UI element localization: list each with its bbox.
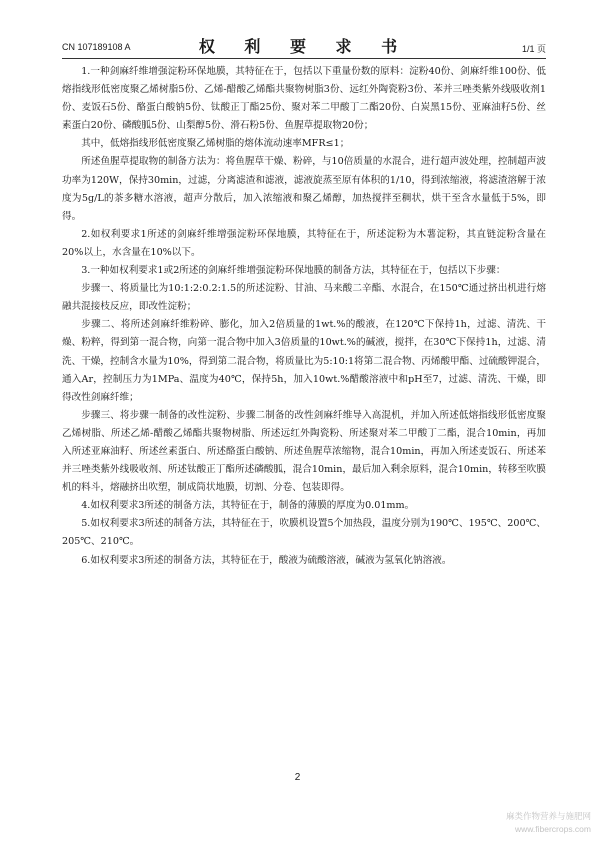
claims-body	[62, 63, 546, 570]
claim-2-paragraph: 2.如权利要求1所述的剑麻纤维增强淀粉环保地膜，其特征在于，所述淀粉为木薯淀粉，其直链淀粉含量在20%以上，水含量在10%以下。	[62, 228, 546, 258]
watermark	[506, 810, 591, 836]
header-divider	[62, 58, 546, 59]
claim-3-step-1: 步骤一、将质量比为10:1:2:0.2:1.5的所述淀粉、甘油、马来酸二辛酯、水混合，在150℃通过挤出机进行熔融共混接枝反应，即改性淀粉；	[62, 283, 546, 313]
claim-6-paragraph: 6.如权利要求3所述的制备方法，其特征在于，酸液为硫酸溶液，碱液为氢氧化钠溶液。	[81, 554, 452, 566]
claim-1-mfr-paragraph: 其中，低熔指线形低密度聚乙烯树脂的熔体流动速率MFR≤1；	[81, 138, 350, 150]
page-count: 1/1 页	[521, 44, 546, 54]
watermark-url: www.fibercrops.com	[514, 824, 591, 834]
claim-1-extract-paragraph: 所述鱼腥草提取物的制备方法为：将鱼腥草干燥、粉碎，与10倍质量的水混合，进行超声波处理，控制超声波功率为120W，保持30min，过滤，分离滤渣和滤液，滤液旋蒸至原有体积的1/10，得到浓缩液，将滤渣溶解于浓度为5g/L的茶多糖水溶液，超声分散后，加入浓缩液和聚乙烯醇，加热搅拌至稠状，烘干至含水量低于5%，即得。	[62, 156, 546, 222]
page-number: 2	[294, 772, 301, 783]
watermark-site-name: 麻类作物营养与施肥网	[505, 811, 591, 821]
claim-3-step-3: 步骤三、将步骤一制备的改性淀粉、步骤二制备的改性剑麻纤维导入高混机，并加入所述低熔指线形低密度聚乙烯树脂、所述乙烯-醋酸乙烯酯共聚物树脂、所述远红外陶瓷粉、所述聚对苯二甲酸丁二酯，混合10min，再加入所述亚麻油籽、所述丝素蛋白、所述酪蛋白酸钠、所述鱼腥草浓缩物，混合10min，再加入所述麦饭石、所述苯并三唑类紫外线吸收剂、所述钛酸正丁酯所述磷酸胍，混合10min，最后加入剩余原料，混合10min，转移至吹膜机的料斗，熔融挤出吹塑，制成筒状地膜，切割、分卷、包装即得。	[62, 409, 546, 494]
publication-number: CN 107189108 A	[62, 42, 131, 52]
claim-5-paragraph: 5.如权利要求3所述的制备方法，其特征在于，吹膜机设置5个加热段，温度分别为190℃、195℃、200℃、205℃、210℃。	[62, 518, 546, 548]
claim-1-paragraph: 1.一种剑麻纤维增强淀粉环保地膜，其特征在于，包括以下重量份数的原料：淀粉40份、剑麻纤维100份、低熔指线形低密度聚乙烯树脂5份、乙烯-醋酸乙烯酯共聚物树脂3份、远红外陶瓷粉3份、苯并三唑类紫外线吸收剂1份、麦饭石5份、酪蛋白酸钠5份、钛酸正丁酯25份、聚对苯二甲酸丁二酯20份、白炭黑15份、亚麻油籽5份、丝素蛋白20份、磷酸胍5份、山梨醇5份、滑石粉5份、鱼腥草提取物20份；	[62, 66, 546, 132]
claim-3-paragraph: 3.一种如权利要求1或2所述的剑麻纤维增强淀粉环保地膜的制备方法，其特征在于，包括以下步骤：	[81, 265, 506, 277]
document-title: 权 利 要 求 书	[198, 37, 410, 56]
page-header	[62, 34, 546, 56]
claim-3-step-2: 步骤二、将所述剑麻纤维粉碎、膨化，加入2倍质量的1wt.%的酸液，在120℃下保持1h，过滤、清洗、干燥、粉粹，得到第一混合物，向第一混合物中加入3倍质量的10wt.%的碱液，搅拌，在30℃下保持1h，过滤、清洗、干燥，控制含水量为10%，得到第二混合物，将质量比为5:10:1将第二混合物、丙烯酸甲酯、过硫酸钾混合，通入Ar，控制压力为1MPa、温度为40℃，保持5h，加入10wt.%醋酸溶液中和pH至7，过滤、清洗、干燥，即得改性剑麻纤维；	[62, 319, 546, 403]
claim-4-paragraph: 4.如权利要求3所述的制备方法，其特征在于，制备的薄膜的厚度为0.01mm。	[81, 500, 415, 512]
